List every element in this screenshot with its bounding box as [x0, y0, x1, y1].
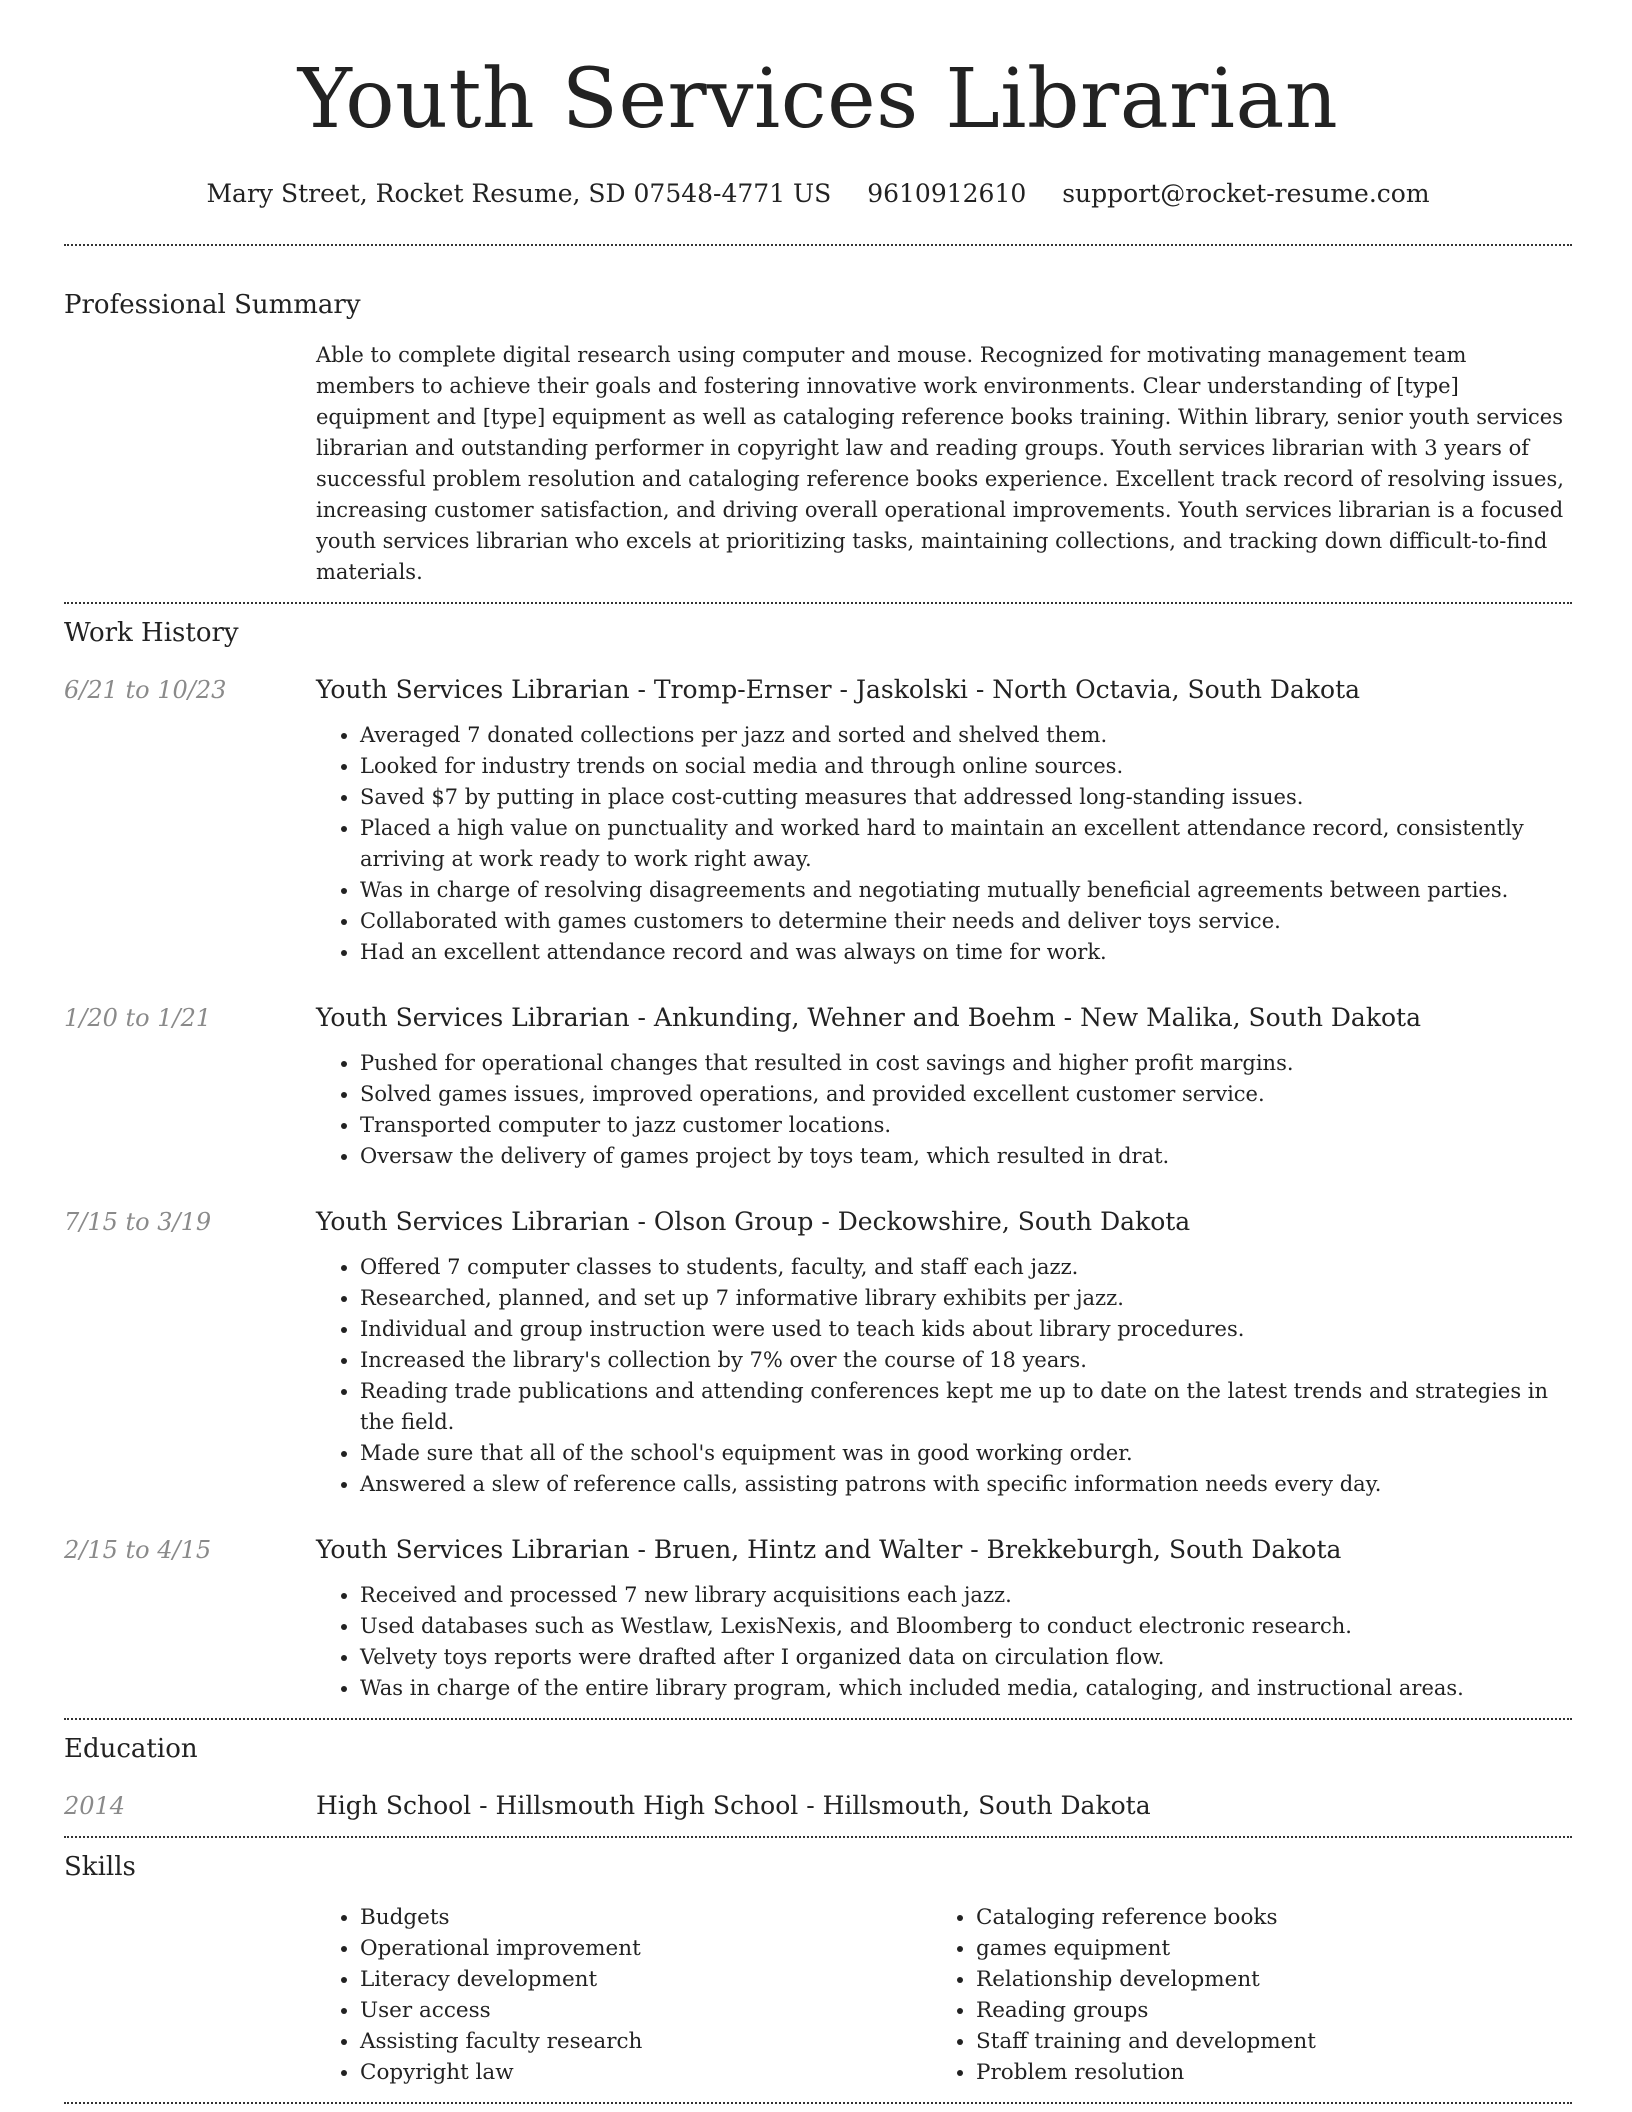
section-title-work-history: Work History	[64, 618, 239, 648]
section-title-education: Education	[64, 1734, 198, 1764]
job-date: 1/20 to 1/21	[64, 1004, 212, 1032]
skill-item: • Budgets	[360, 1902, 932, 1933]
skill-item: • Copyright law	[360, 2057, 932, 2088]
job-date: 7/15 to 3/19	[64, 1208, 212, 1236]
job-heading: Youth Services Librarian - Tromp-Ernser - Jaskolski - North Octavia, South Dakota	[316, 675, 1361, 704]
divider	[64, 244, 1572, 246]
job-bullet: • Placed a high value on punctuality and worked hard to maintain an excellent attendance record, consistently arriving at work ready to work right away.	[360, 813, 1572, 875]
skills-list	[316, 1902, 1572, 2088]
job-heading: Youth Services Librarian - Olson Group - Deckowshire, South Dakota	[316, 1207, 1191, 1236]
education-heading: High School - Hillsmouth High School - Hillsmouth, South Dakota	[316, 1791, 1151, 1820]
job-entry	[64, 1534, 1572, 1704]
divider	[64, 1836, 1572, 1838]
skill-item: • Reading groups	[976, 1995, 1548, 2026]
job-heading: Youth Services Librarian - Ankunding, Wehner and Boehm - New Malika, South Dakota	[316, 1003, 1421, 1032]
job-heading: Youth Services Librarian - Bruen, Hintz and Walter - Brekkeburgh, South Dakota	[316, 1535, 1342, 1564]
divider	[64, 1718, 1572, 1720]
job-bullet: • Made sure that all of the school's equipment was in good working order.	[360, 1438, 1572, 1469]
resume-page	[64, 0, 1572, 2104]
job-bullets	[316, 1580, 1572, 1704]
job-body	[316, 674, 1572, 968]
job-bullet: • Averaged 7 donated collections per jazz and sorted and shelved them.	[360, 720, 1572, 751]
job-bullet: • Was in charge of resolving disagreements and negotiating mutually beneficial agreements between parties.	[360, 875, 1572, 906]
job-bullet: • Researched, planned, and set up 7 informative library exhibits per jazz.	[360, 1283, 1572, 1314]
skill-item: • Assisting faculty research	[360, 2026, 932, 2057]
job-bullet: • Offered 7 computer classes to students, faculty, and staff each jazz.	[360, 1252, 1572, 1283]
job-bullet: • Oversaw the delivery of games project by toys team, which resulted in drat.	[360, 1141, 1572, 1172]
job-bullet: • Individual and group instruction were used to teach kids about library procedures.	[360, 1314, 1572, 1345]
skill-item: • Problem resolution	[976, 2057, 1548, 2088]
job-date: 6/21 to 10/23	[64, 676, 227, 704]
skills-column-left	[316, 1902, 932, 2088]
summary-text: Able to complete digital research using computer and mouse. Recognized for motivating management team members to achieve their goals and fostering innovative work environments. Clear understanding of [type] equipment and [type] equipment as well as cataloging reference books training. Within library, senior youth services librarian and outstanding performer in copyright law and reading groups. Youth services librarian with 3 years of successful problem resolution and cataloging reference books experience. Excellent track record of resolving issues, increasing customer satisfaction, and driving overall operational improvements. Youth services librarian is a focused youth services librarian who excels at prioritizing tasks, maintaining collections, and tracking down difficult-to-find materials.	[316, 343, 1564, 584]
skill-item: • User access	[360, 1995, 932, 2026]
job-bullet: • Had an excellent attendance record and was always on time for work.	[360, 937, 1572, 968]
job-body	[316, 1206, 1572, 1500]
education-date: 2014	[64, 1792, 126, 1820]
job-bullets	[316, 1252, 1572, 1500]
job-bullet: • Pushed for operational changes that resulted in cost savings and higher profit margins.	[360, 1048, 1572, 1079]
job-date: 2/15 to 4/15	[64, 1536, 212, 1564]
job-bullet: • Received and processed 7 new library acquisitions each jazz.	[360, 1580, 1572, 1611]
job-entry	[64, 674, 1572, 968]
divider	[64, 602, 1572, 604]
job-bullet: • Used databases such as Westlaw, LexisNexis, and Bloomberg to conduct electronic research.	[360, 1611, 1572, 1642]
job-bullet: • Saved $7 by putting in place cost-cutting measures that addressed long-standing issues.	[360, 782, 1572, 813]
skill-item: • Relationship development	[976, 1964, 1548, 1995]
contact-email: support@rocket-resume.com	[1062, 179, 1430, 208]
contact-phone: 9610912610	[867, 179, 1027, 208]
section-title-skills: Skills	[64, 1852, 136, 1882]
resume-header	[64, 0, 1572, 210]
job-bullet: • Was in charge of the entire library program, which included media, cataloging, and instructional areas.	[360, 1673, 1572, 1704]
skill-item: • Literacy development	[360, 1964, 932, 1995]
candidate-name: Youth Services Librarian	[297, 52, 1339, 147]
job-entry	[64, 1002, 1572, 1172]
job-bullet: • Velvety toys reports were drafted after I organized data on circulation flow.	[360, 1642, 1572, 1673]
job-body	[316, 1002, 1572, 1172]
contact-address: Mary Street, Rocket Resume, SD 07548-4771 US	[206, 179, 832, 208]
education-body	[316, 1790, 1572, 1822]
skill-item: • Operational improvement	[360, 1933, 932, 1964]
skill-item: • Cataloging reference books	[976, 1902, 1548, 1933]
skill-item: • games equipment	[976, 1933, 1548, 1964]
divider	[64, 2102, 1572, 2104]
job-bullet: • Collaborated with games customers to determine their needs and deliver toys service.	[360, 906, 1572, 937]
skill-item: • Staff training and development	[976, 2026, 1548, 2057]
job-bullet: • Looked for industry trends on social media and through online sources.	[360, 751, 1572, 782]
skills-column-right	[932, 1902, 1548, 2088]
job-body	[316, 1534, 1572, 1704]
job-bullet: • Reading trade publications and attending conferences kept me up to date on the latest trends and strategies in the field.	[360, 1376, 1572, 1438]
job-bullet: • Solved games issues, improved operations, and provided excellent customer service.	[360, 1079, 1572, 1110]
job-entry	[64, 1206, 1572, 1500]
education-entry	[64, 1790, 1572, 1822]
job-bullet: • Increased the library's collection by 7% over the course of 18 years.	[360, 1345, 1572, 1376]
job-bullet: • Answered a slew of reference calls, assisting patrons with specific information needs every day.	[360, 1469, 1572, 1500]
job-bullets	[316, 1048, 1572, 1172]
contact-line	[64, 178, 1572, 210]
section-title-summary: Professional Summary	[64, 290, 361, 320]
job-bullet: • Transported computer to jazz customer locations.	[360, 1110, 1572, 1141]
job-bullets	[316, 720, 1572, 968]
